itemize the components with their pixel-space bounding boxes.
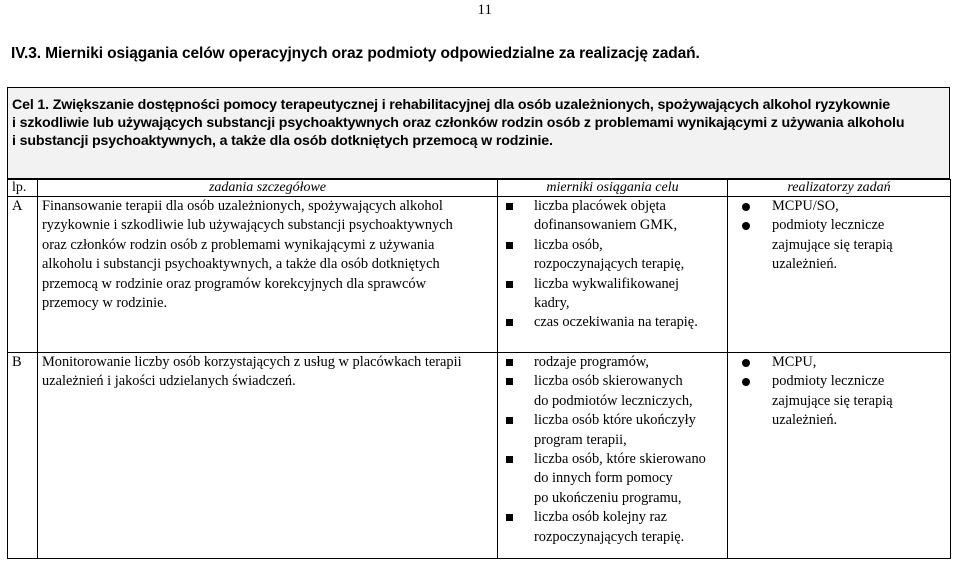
row-measures bbox=[498, 197, 728, 353]
list-item bbox=[742, 353, 946, 372]
implementer-line: MCPU, bbox=[772, 354, 817, 370]
goal-line: i substancji psychoaktywnych, a także dla osób dotkniętych przemocą w rodzinie. bbox=[12, 133, 553, 149]
list-item bbox=[742, 372, 946, 430]
measure-line: rodzaje programów, bbox=[534, 354, 649, 370]
measure-line: program terapii, bbox=[534, 431, 627, 448]
implementer-line: podmioty lecznicze bbox=[772, 373, 885, 390]
measure-line: rozpoczynających terapię, bbox=[534, 256, 685, 273]
list-item bbox=[742, 216, 946, 274]
list-item bbox=[504, 372, 723, 411]
measure-line: liczba osób skierowanych bbox=[534, 373, 683, 390]
list-item bbox=[742, 197, 946, 216]
row-implementers bbox=[728, 197, 951, 353]
goal-line: i szkodliwie lub używających substancji psychoaktywnych oraz członków rodzin osób z problemami wynikającymi z używania alkoholu bbox=[12, 115, 905, 131]
measure-line: liczba osób, które skierowano bbox=[534, 451, 706, 468]
goal-line: Cel 1. Zwiększanie dostępności pomocy terapeutycznej i rehabilitacyjnej dla osób uzależnionych, spożywających alkohol ryzykownie bbox=[12, 97, 891, 113]
implementer-line: uzależnień. bbox=[772, 256, 838, 273]
measure-line: liczba osób kolejny raz bbox=[534, 509, 668, 526]
task-line: ryzykownie i szkodliwie lub używających substancji psychoaktywnych bbox=[42, 217, 453, 234]
implementer-line: MCPU/SO, bbox=[772, 198, 839, 214]
row-lp: B bbox=[8, 353, 38, 559]
measure-line: liczba osób które ukończyły bbox=[534, 412, 696, 429]
header-implementers: realizatorzy zadań bbox=[728, 180, 951, 197]
table-row bbox=[8, 353, 951, 559]
list-item bbox=[504, 411, 723, 450]
task-line: alkoholu i substancji psychoaktywnych, a także dla osób dotkniętych bbox=[42, 256, 440, 273]
measure-line: po ukończeniu programu, bbox=[534, 489, 682, 506]
task-line: oraz członków rodzin osób z problemami wynikającymi z używania bbox=[42, 236, 435, 253]
tasks-table bbox=[7, 179, 951, 559]
implementer-line: podmioty lecznicze bbox=[772, 217, 885, 234]
row-task bbox=[38, 197, 498, 353]
list-item bbox=[504, 353, 723, 372]
task-line: przemocą w rodzinie oraz programów korekcyjnych dla sprawców bbox=[42, 275, 426, 292]
list-item bbox=[504, 450, 723, 508]
list-item bbox=[504, 236, 723, 275]
implementers-list bbox=[732, 353, 946, 431]
table-header-row bbox=[8, 180, 951, 197]
implementer-line: zajmujące się terapią bbox=[772, 392, 893, 409]
measure-line: liczba placówek objęta bbox=[534, 198, 666, 214]
measure-line: liczba osób, bbox=[534, 236, 603, 253]
task-line: uzależnień i jakości udzielanych świadczeń. bbox=[42, 373, 296, 390]
table-row bbox=[8, 197, 951, 353]
row-implementers bbox=[728, 353, 951, 559]
row-task bbox=[38, 353, 498, 559]
list-item bbox=[504, 197, 723, 236]
goal-box bbox=[7, 87, 950, 179]
measure-line: liczba wykwalifikowanej bbox=[534, 275, 680, 292]
header-measures: mierniki osiągania celu bbox=[498, 180, 728, 197]
list-item bbox=[504, 275, 723, 314]
measures-list bbox=[502, 197, 723, 333]
measures-list bbox=[502, 353, 723, 547]
list-item bbox=[504, 313, 723, 332]
row-measures bbox=[498, 353, 728, 559]
row-lp: A bbox=[8, 197, 38, 353]
header-tasks: zadania szczegółowe bbox=[38, 180, 498, 197]
task-line: Finansowanie terapii dla osób uzależnionych, spożywających alkohol bbox=[42, 198, 443, 214]
page-number: 11 bbox=[477, 2, 492, 18]
measure-line: kadry, bbox=[534, 295, 570, 312]
section-heading: IV.3. Mierniki osiągania celów operacyjnych oraz podmioty odpowiedzialne za realizację zadań. bbox=[11, 45, 700, 62]
measure-line: do innych form pomocy bbox=[534, 470, 673, 487]
implementer-line: uzależnień. bbox=[772, 412, 838, 429]
measure-line: czas oczekiwania na terapię. bbox=[534, 314, 698, 331]
header-lp: lp. bbox=[8, 180, 38, 197]
implementer-line: zajmujące się terapią bbox=[772, 236, 893, 253]
measure-line: do podmiotów leczniczych, bbox=[534, 392, 693, 409]
implementers-list bbox=[732, 197, 946, 275]
task-line: Monitorowanie liczby osób korzystających z usług w placówkach terapii bbox=[42, 354, 462, 370]
measure-line: dofinansowaniem GMK, bbox=[534, 217, 678, 234]
list-item bbox=[504, 508, 723, 547]
measure-line: rozpoczynających terapię. bbox=[534, 528, 685, 545]
task-line: przemocy w rodzinie. bbox=[42, 295, 168, 312]
